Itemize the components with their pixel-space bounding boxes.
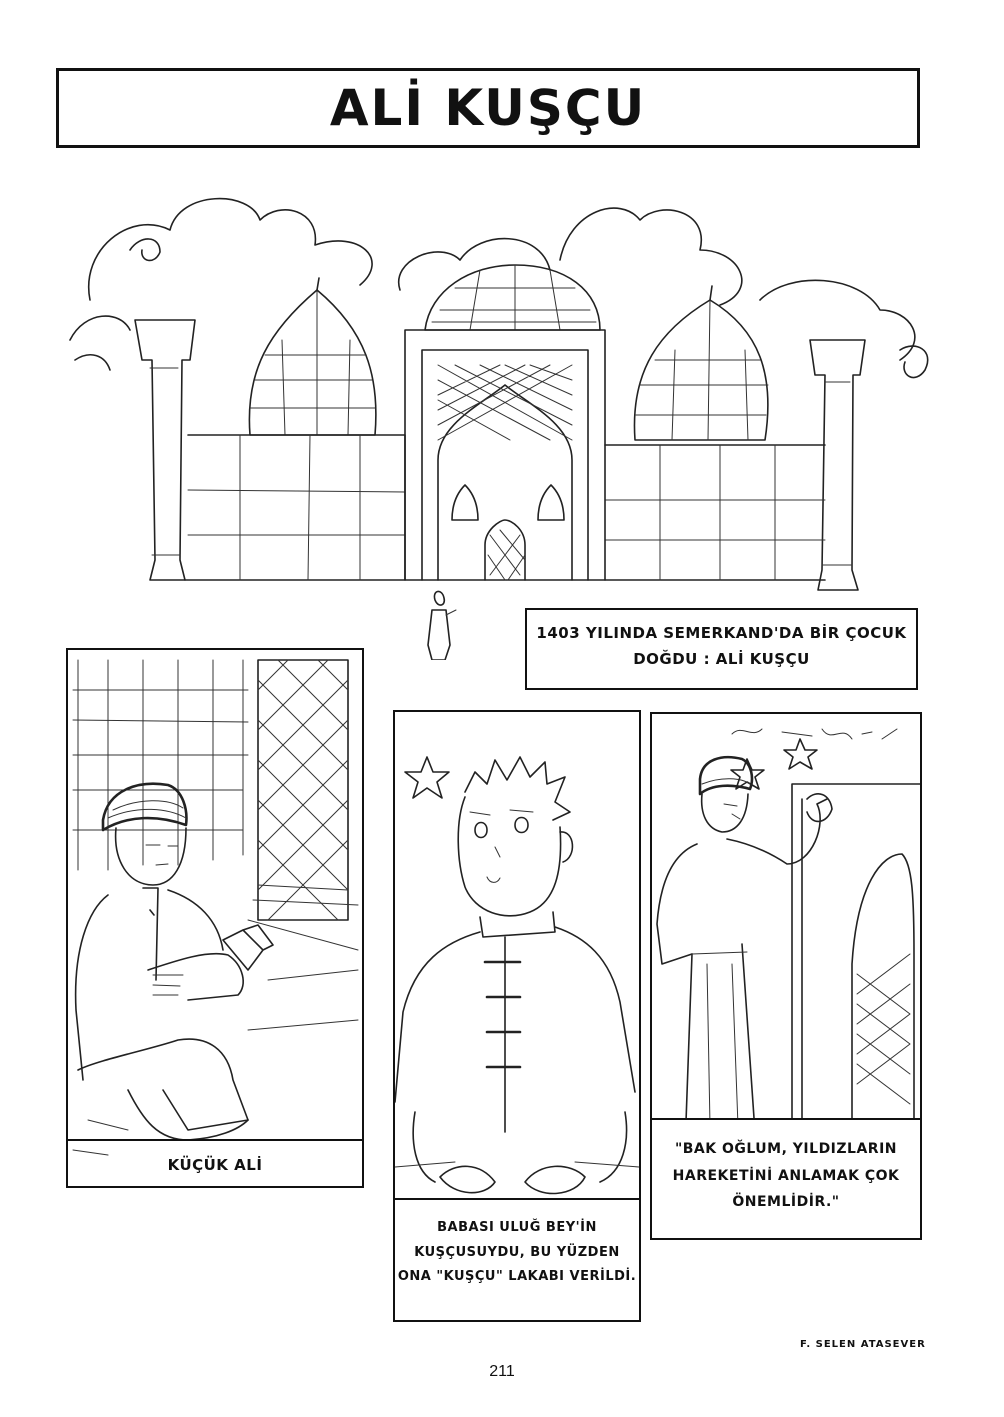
artist-credit: F. SELEN ATASEVER xyxy=(800,1339,926,1350)
panel-bak-oglum xyxy=(650,712,922,1240)
panel-1-caption-divider xyxy=(68,1139,362,1141)
panel-3-caption-line-2: HAREKETİNİ ANLAMAK ÇOK xyxy=(672,1167,900,1184)
madrasa-illustration xyxy=(60,190,940,660)
panel-babasi xyxy=(393,710,641,1322)
page-title: ALİ KUŞÇU xyxy=(329,79,647,137)
panel-2-caption-line-1: BABASI ULUĞ BEY'İN xyxy=(437,1220,597,1235)
title-box xyxy=(56,68,920,148)
panel-3-caption-line-3: ÖNEMLİDİR." xyxy=(732,1194,840,1211)
panel-1-caption: KÜÇÜK ALİ xyxy=(167,1156,263,1174)
intro-caption xyxy=(525,608,918,690)
page-number: 211 xyxy=(489,1363,515,1380)
panel-2-caption-box xyxy=(395,1198,639,1320)
panel-3-caption-box xyxy=(652,1118,920,1238)
panel-2-caption-line-2: KUŞÇUSUYDU, BU YÜZDEN xyxy=(414,1244,620,1260)
panel-2-caption-line-3: ONA "KUŞÇU" LAKABI VERİLDİ. xyxy=(397,1269,637,1285)
intro-caption-line-2: DOĞDU : ALİ KUŞÇU xyxy=(633,650,810,669)
intro-caption-line-1: 1403 YILINDA SEMERKAND'DA BİR ÇOCUK xyxy=(536,624,907,642)
panel-3-caption-line-1: "BAK OĞLUM, YILDIZLARIN xyxy=(674,1141,898,1157)
panel-kucuk-ali xyxy=(66,648,364,1188)
